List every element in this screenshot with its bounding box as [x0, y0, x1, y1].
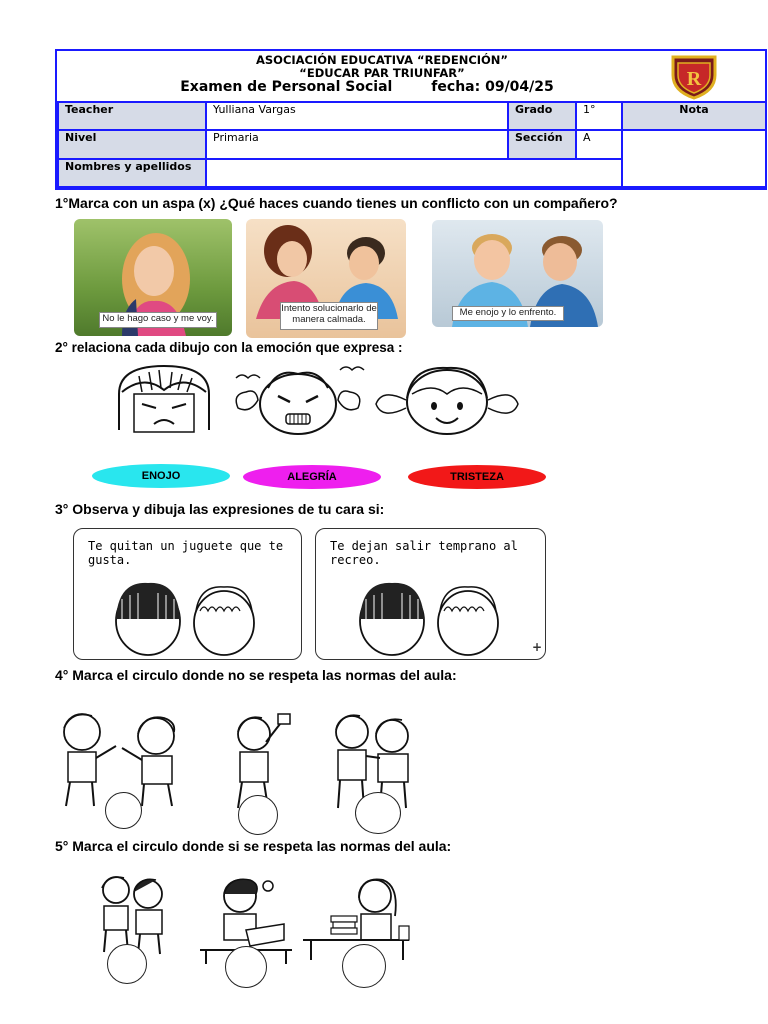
question-4: 4° Marca el circulo donde no se respeta las normas del aula:: [55, 667, 457, 683]
plus-icon[interactable]: +: [532, 640, 543, 654]
nivel-label: Nivel: [57, 129, 207, 160]
seccion-label: Sección: [507, 129, 577, 160]
header-table: [55, 49, 767, 190]
answer-circle-5a[interactable]: [107, 944, 147, 984]
emotion-enojo-pill[interactable]: ENOJO: [92, 464, 230, 488]
question-3: 3° Observa y dibuja las expresiones de tu cara si:: [55, 501, 385, 517]
nota-label: Nota: [621, 101, 767, 131]
teacher-label: Teacher: [57, 101, 207, 131]
school-logo: [669, 53, 719, 99]
face-sad-drawing[interactable]: [114, 364, 214, 434]
nivel-value: Primaria: [205, 129, 509, 160]
photo-calm-talk[interactable]: [246, 219, 406, 338]
nombres-field[interactable]: [205, 158, 623, 188]
answer-circle-4b[interactable]: [238, 795, 278, 835]
drawing-box-recess[interactable]: [315, 528, 546, 660]
question-2: 2° relaciona cada dibujo con la emoción que expresa :: [55, 340, 403, 355]
seccion-value: A: [575, 129, 623, 160]
answer-circle-4a[interactable]: [105, 792, 142, 829]
logo-letter: R: [686, 68, 702, 90]
exam-title: Examen de Personal Social fecha: 09/04/25: [180, 79, 554, 95]
caption-2: Intento solucionarlo de manera calmada.: [280, 302, 378, 330]
caption-3: Me enojo y lo enfrento.: [452, 306, 564, 321]
school-motto: “EDUCAR PAR TRIUNFAR”: [299, 66, 465, 80]
nombres-label: Nombres y apellidos: [57, 158, 207, 188]
caption-1: No le hago caso y me voy.: [99, 312, 217, 328]
drawing-box-toy-text: Te quitan un juguete que te gusta.: [88, 539, 284, 567]
answer-circle-5c[interactable]: [342, 944, 386, 988]
teacher-value: Yulliana Vargas: [205, 101, 509, 131]
answer-circle-5b[interactable]: [225, 946, 267, 988]
face-angry-drawing[interactable]: [228, 364, 368, 434]
emotion-tristeza-pill[interactable]: TRISTEZA: [408, 465, 546, 489]
question-5: 5° Marca el circulo donde si se respeta las normas del aula:: [55, 838, 452, 854]
nota-field[interactable]: [621, 129, 767, 188]
grado-value: 1°: [575, 101, 623, 131]
grado-label: Grado: [507, 101, 577, 131]
photo-boys-fighting[interactable]: [432, 220, 603, 327]
header-title-block: [57, 51, 765, 103]
question-1: 1°Marca con un aspa (x) ¿Qué haces cuando tienes un conflicto con un compañero?: [55, 195, 618, 211]
school-name: ASOCIACIÓN EDUCATIVA “REDENCIÓN”: [255, 53, 508, 67]
answer-circle-4c[interactable]: [355, 792, 401, 834]
face-happy-drawing[interactable]: [372, 364, 522, 434]
drawing-box-recess-text: Te dejan salir temprano al recreo.: [330, 539, 518, 567]
photo-girl-ignoring[interactable]: [74, 219, 232, 336]
emotion-alegria-pill[interactable]: ALEGRÍA: [243, 465, 381, 489]
drawing-box-toy[interactable]: [73, 528, 302, 660]
